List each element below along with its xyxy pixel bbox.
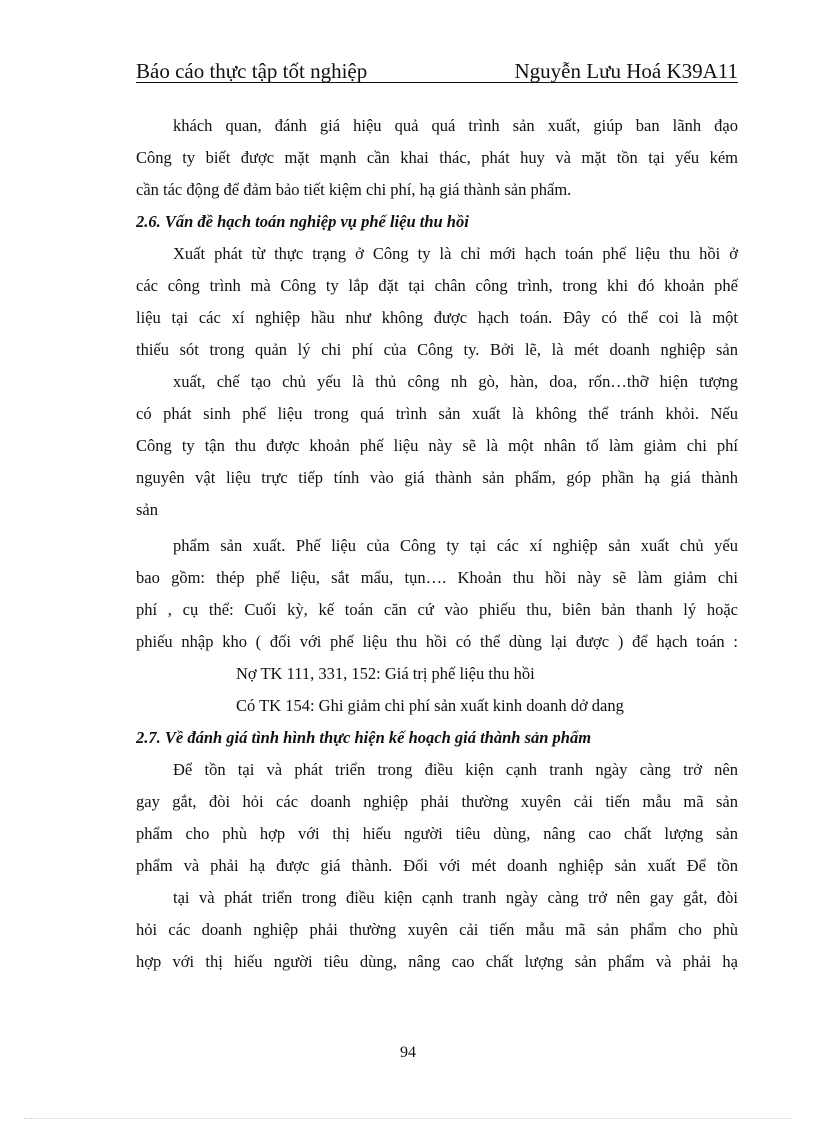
text-line: Xuất phát từ thực trạng ở Công ty là chỉ mới hạch toán phế liệu thu hồi ở bbox=[173, 244, 738, 263]
text-line: phí , cụ thể: Cuối kỳ, kế toán căn cứ vào phiếu thu, biên bản thanh lý hoặc bbox=[136, 600, 738, 619]
credit-entry: Có TK 154: Ghi giảm chi phí sản xuất kinh doanh dở dang bbox=[236, 696, 624, 715]
text-line: Để tồn tại và phát triển trong điều kiện cạnh tranh ngày càng trở nên bbox=[173, 760, 738, 779]
text-line: xuất, chế tạo chủ yếu là thủ công nh gò, hàn, doa, rốn…thỡ hiện tượng bbox=[173, 372, 738, 391]
text-line: cần tác động để đảm bảo tiết kiệm chi phí, hạ giá thành sản phẩm. bbox=[136, 180, 572, 199]
section-heading-2-7: 2.7. Về đánh giá tình hình thực hiện kế hoạch giá thành sản phẩm bbox=[136, 728, 592, 747]
text-line: khách quan, đánh giá hiệu quả quá trình sản xuất, giúp ban lãnh đạo bbox=[173, 116, 738, 135]
section-heading-2-6: 2.6. Vấn đề hạch toán nghiệp vụ phế liệu thu hồi bbox=[136, 212, 469, 231]
text-line: phẩm sản xuất. Phế liệu của Công ty tại các xí nghiệp sản xuất chủ yếu bbox=[173, 536, 738, 555]
text-line: tại và phát triển trong điều kiện cạnh tranh ngày càng trở nên gay gắt, đòi bbox=[173, 888, 738, 907]
author-name: Nguyễn Lưu Hoá K39A11 bbox=[514, 59, 738, 83]
text-line: nguyên vật liệu trực tiếp tính vào giá thành sản phẩm, góp phần hạ giá thành bbox=[136, 468, 738, 487]
text-line: có phát sinh phế liệu trong quá trình sản xuất là không thể tránh khỏi. Nếu bbox=[136, 404, 738, 423]
text-line: hợp với thị hiếu người tiêu dùng, nâng cao chất lượng sản phẩm và phải hạ bbox=[136, 952, 738, 971]
text-line: Công ty biết được mặt mạnh cần khai thác, phát huy và mặt tồn tại yếu kém bbox=[136, 148, 738, 167]
report-title: Báo cáo thực tập tốt nghiệp bbox=[136, 59, 368, 83]
text-line: thiếu sót trong quản lý chi phí của Công ty. Bởi lẽ, là mét doanh nghiệp sản bbox=[136, 340, 738, 359]
page-number: 94 bbox=[400, 1044, 416, 1061]
text-line: sản bbox=[136, 500, 158, 519]
text-line: bao gồm: thép phế liệu, sắt mẩu, tụn…. Khoản thu hồi này sẽ làm giảm chi bbox=[136, 568, 738, 587]
text-line: các công trình mà Công ty lắp đặt tại chân công trình, trong khi đó khoản phế bbox=[136, 276, 738, 295]
page-bottom-border bbox=[24, 1118, 792, 1119]
text-line: liệu tại các xí nghiệp hầu như không được hạch toán. Đây có thể coi là một bbox=[136, 308, 738, 327]
text-line: Công ty tận thu được khoản phế liệu này sẽ là một nhân tố làm giảm chi phí bbox=[136, 436, 738, 455]
text-line: hỏi các doanh nghiệp phải thường xuyên cải tiến mẫu mã sản phẩm cho phù bbox=[136, 920, 738, 939]
debit-entry: Nợ TK 111, 331, 152: Giá trị phế liệu thu hồi bbox=[236, 664, 535, 683]
text-line: gay gắt, đòi hỏi các doanh nghiệp phải thường xuyên cải tiến mẫu mã sản bbox=[136, 792, 738, 811]
text-line: phẩm cho phù hợp với thị hiếu người tiêu dùng, nâng cao chất lượng sản bbox=[136, 824, 738, 843]
page-header bbox=[136, 56, 738, 83]
text-line: phẩm và phải hạ được giá thành. Đối với mét doanh nghiệp sản xuất Để tồn bbox=[136, 856, 738, 875]
text-line: phiếu nhập kho ( đối với phế liệu thu hồi có thể dùng lại được ) để hạch toán : bbox=[136, 632, 738, 651]
